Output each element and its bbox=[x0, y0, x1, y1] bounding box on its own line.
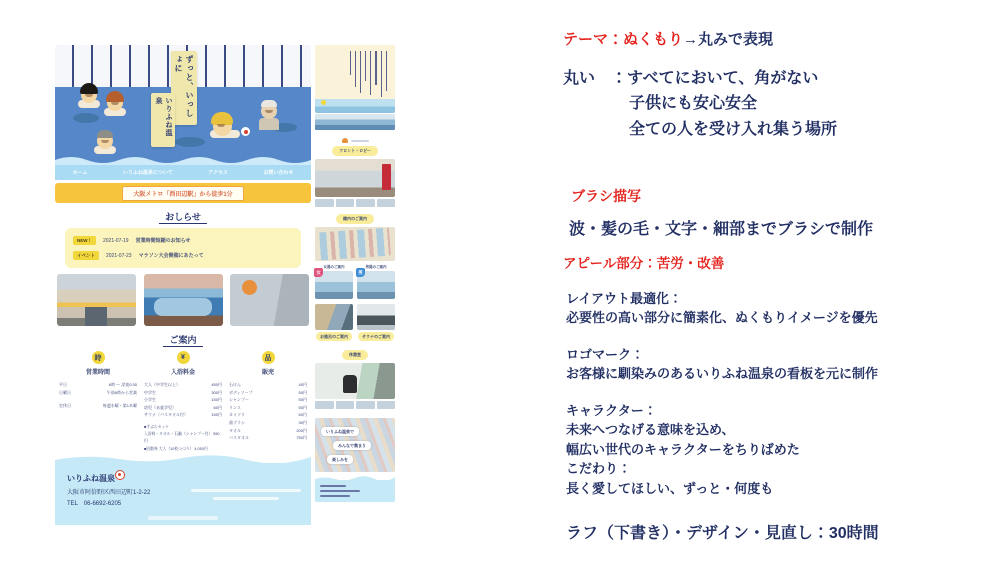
photo-rest-room bbox=[315, 363, 395, 399]
vertical-text-placeholder bbox=[350, 51, 388, 97]
logo-paragraph bbox=[563, 345, 993, 384]
hero-wave bbox=[55, 153, 311, 165]
facility-photo-pair bbox=[315, 304, 395, 344]
subpage-footer bbox=[315, 480, 395, 502]
photo-storefront bbox=[57, 274, 136, 326]
guide-heading: ご案内 bbox=[55, 333, 311, 346]
guide-col-title: 販売 bbox=[261, 370, 274, 376]
bath-photo-pair bbox=[315, 265, 395, 299]
appeal-heading: アピール部分：苦労・改善 bbox=[563, 255, 725, 271]
thumbnail-row[interactable] bbox=[315, 401, 395, 409]
guide-row: 大人（中学生以上） 450円 bbox=[144, 382, 222, 387]
nav-item-contact[interactable]: お問い合わせ bbox=[263, 170, 294, 176]
guide-row: サウナ（バスタオル付） 150円 bbox=[144, 412, 222, 418]
guide-row: リンス 50円 bbox=[229, 404, 307, 410]
pill-bath: お風呂のご案内 bbox=[316, 332, 352, 341]
guide-col-title: 営業時間 bbox=[85, 370, 110, 376]
character-paragraph bbox=[563, 401, 993, 499]
character-grandpa-white bbox=[261, 103, 279, 130]
guide-row: タオル 200円 bbox=[229, 427, 307, 433]
section-mini-heading bbox=[315, 138, 395, 143]
water-shadow bbox=[73, 113, 99, 123]
photo-sauna bbox=[357, 304, 395, 330]
greeting-card bbox=[315, 45, 395, 113]
access-banner bbox=[55, 183, 311, 203]
guide-note: ■回数券 大人（10枚つづり） 4,050円 bbox=[144, 446, 208, 451]
guide-col-prices bbox=[144, 351, 222, 453]
hero-illustration bbox=[55, 45, 311, 165]
news-badge-new: NEW！ bbox=[73, 236, 96, 245]
women-pin-icon: 女 bbox=[314, 268, 323, 277]
guide-row: 定休日 毎週水曜・第1木曜 bbox=[59, 403, 137, 409]
photo-bath-detail bbox=[315, 304, 353, 330]
photo-bath-interior bbox=[144, 274, 223, 326]
photo-building bbox=[230, 274, 309, 326]
news-badge-event: イベント bbox=[73, 251, 99, 260]
character-title: キャラクター： bbox=[566, 402, 657, 418]
news-title: 営業時間短縮のお知らせ bbox=[135, 238, 191, 244]
clock-icon: 時 bbox=[92, 351, 105, 364]
website-mock-home bbox=[55, 45, 311, 507]
sea-illustration bbox=[315, 99, 395, 113]
overlay-pill: 楽しみを bbox=[327, 455, 353, 464]
crowd-illustration bbox=[315, 418, 395, 472]
access-banner-text: 大阪メトロ「西田辺駅」から徒歩1分 bbox=[122, 186, 243, 201]
hero-catchcopy-banner: ずっと、いっしょに bbox=[171, 51, 197, 125]
guide-row: 小学生 150円 bbox=[144, 397, 222, 403]
guide-row: ボディソープ 50円 bbox=[229, 389, 307, 395]
kodawari-body: 長く愛してほしい、ずっと・何度も bbox=[566, 480, 774, 496]
guide-row: 平日 6時 〜 深夜0:30 bbox=[59, 382, 137, 387]
bath-label-men: 男湯のご案内 bbox=[365, 265, 387, 269]
pill-front-lobby: フロント・ロビー bbox=[332, 146, 378, 156]
guide-row: 日曜日 午前6時から営業 bbox=[59, 389, 137, 395]
men-pin-icon: 男 bbox=[356, 268, 365, 277]
character-body-2: 幅広い世代のキャラクターをちりばめた bbox=[566, 441, 800, 457]
round-block bbox=[563, 66, 993, 142]
photo-men-bath bbox=[357, 271, 395, 299]
round-line-1: 丸い ：すべてにおいて、角がない bbox=[563, 70, 819, 87]
pill-sauna: サウナのご案内 bbox=[358, 332, 394, 341]
nav-item-home[interactable]: ホーム bbox=[72, 170, 88, 176]
kodawari-title: こだわり： bbox=[566, 461, 632, 477]
guide-row: バスタオル 750円 bbox=[229, 435, 307, 441]
brush-heading: ブラシ描写 bbox=[571, 187, 641, 204]
design-notes bbox=[563, 28, 993, 543]
thumbnail-row[interactable] bbox=[315, 199, 395, 207]
floor-map-illustration bbox=[315, 227, 395, 261]
footer-links-placeholder[interactable] bbox=[191, 489, 301, 505]
footer-copyright-placeholder bbox=[148, 516, 218, 520]
news-item[interactable] bbox=[73, 248, 293, 263]
character-grandpa-gray bbox=[97, 133, 113, 149]
guide-row: カミソリ 60円 bbox=[229, 412, 307, 418]
footer-tel: TEL 06-6692-6205 bbox=[67, 500, 122, 507]
layout-title: レイアウト最適化： bbox=[566, 290, 682, 306]
footer-wave bbox=[55, 454, 311, 464]
mock-footer bbox=[55, 463, 311, 525]
mascot-icon bbox=[342, 138, 348, 143]
mock-navbar bbox=[55, 165, 311, 180]
website-mock-subpage bbox=[315, 45, 395, 502]
guide-col-hours bbox=[59, 351, 137, 453]
rubber-duck bbox=[241, 127, 250, 136]
goods-icon: 品 bbox=[262, 351, 275, 364]
work-time-line: ラフ（下書き）・デザイン・見直し：30時間 bbox=[566, 525, 879, 543]
pill-floor-guide: 館内のご案内 bbox=[336, 214, 374, 224]
news-date: 2021-07-23 bbox=[106, 252, 132, 259]
news-title: マラソン大会開催にあたって bbox=[138, 253, 204, 259]
news-box bbox=[65, 228, 301, 268]
hero-logo-banner: いりふね温泉 bbox=[151, 93, 175, 147]
guide-row: 歯ブラシ 30円 bbox=[229, 419, 307, 425]
guide-col-goods bbox=[229, 351, 307, 453]
guide-row: 石けん 40円 bbox=[229, 382, 307, 387]
theme-rest: →丸みで表現 bbox=[683, 31, 774, 48]
layout-paragraph bbox=[563, 289, 993, 328]
theme-line bbox=[563, 28, 993, 49]
round-line-2: 子供にも安心安全 bbox=[629, 95, 758, 113]
character-black-hair-kid bbox=[81, 87, 97, 103]
bath-label-women: 女湯のご案内 bbox=[323, 265, 345, 269]
guide-row: 中学生 300円 bbox=[144, 389, 222, 395]
character-orange-hair bbox=[107, 95, 123, 111]
round-line-3: 全ての人を受け入れ集う場所 bbox=[629, 120, 838, 138]
theme-label: テーマ：ぬくもり bbox=[563, 31, 684, 48]
news-item[interactable] bbox=[73, 233, 293, 248]
guide-note: 入浴料・タオル・石鹸（シャンプー付） 550円 bbox=[144, 432, 220, 444]
character-blond-kid bbox=[213, 117, 232, 136]
photo-women-bath bbox=[315, 271, 353, 299]
news-date: 2021-07-19 bbox=[103, 237, 129, 244]
guide-row: シャンプー 50円 bbox=[229, 397, 307, 403]
guide-row: 幼児（未就学児） 60円 bbox=[144, 404, 222, 410]
nav-item-access[interactable]: アクセス bbox=[208, 170, 229, 176]
photo-row bbox=[57, 274, 309, 326]
footer-address: 大阪市阿倍野区西田辺町1-2-22 bbox=[67, 489, 151, 496]
water-shadow bbox=[175, 137, 205, 147]
guide-note: ■手ぶらセット bbox=[144, 424, 170, 429]
guide-col-title: 入浴料金 bbox=[170, 370, 195, 376]
logo-body: お客様に馴染みのあるいりふね温泉の看板を元に制作 bbox=[566, 366, 879, 382]
logo-title: ロゴマーク： bbox=[566, 346, 645, 362]
news-heading: おしらせ bbox=[55, 210, 311, 223]
brush-body: 波・髪の毛・文字・細部までブラシで制作 bbox=[569, 220, 874, 238]
photo-sea-panorama bbox=[315, 114, 395, 130]
photo-front-desk bbox=[315, 159, 395, 197]
nav-item-about[interactable]: いりふね温泉について bbox=[122, 170, 173, 176]
layout-body: 必要性の高い部分に簡素化、ぬくもりイメージを優先 bbox=[566, 310, 878, 326]
stamp-icon bbox=[115, 470, 125, 480]
pill-rest-room: 休憩室 bbox=[342, 350, 368, 360]
overlay-pill: いりふね温泉で bbox=[321, 427, 359, 436]
guide-columns bbox=[59, 351, 307, 453]
footer-logo-text: いりふね温泉 bbox=[67, 473, 115, 483]
yen-icon: ¥ bbox=[177, 351, 190, 364]
overlay-pill: みんなで集まり bbox=[333, 441, 371, 450]
character-body-1: 未来へつなげる意味を込め、 bbox=[566, 422, 735, 438]
